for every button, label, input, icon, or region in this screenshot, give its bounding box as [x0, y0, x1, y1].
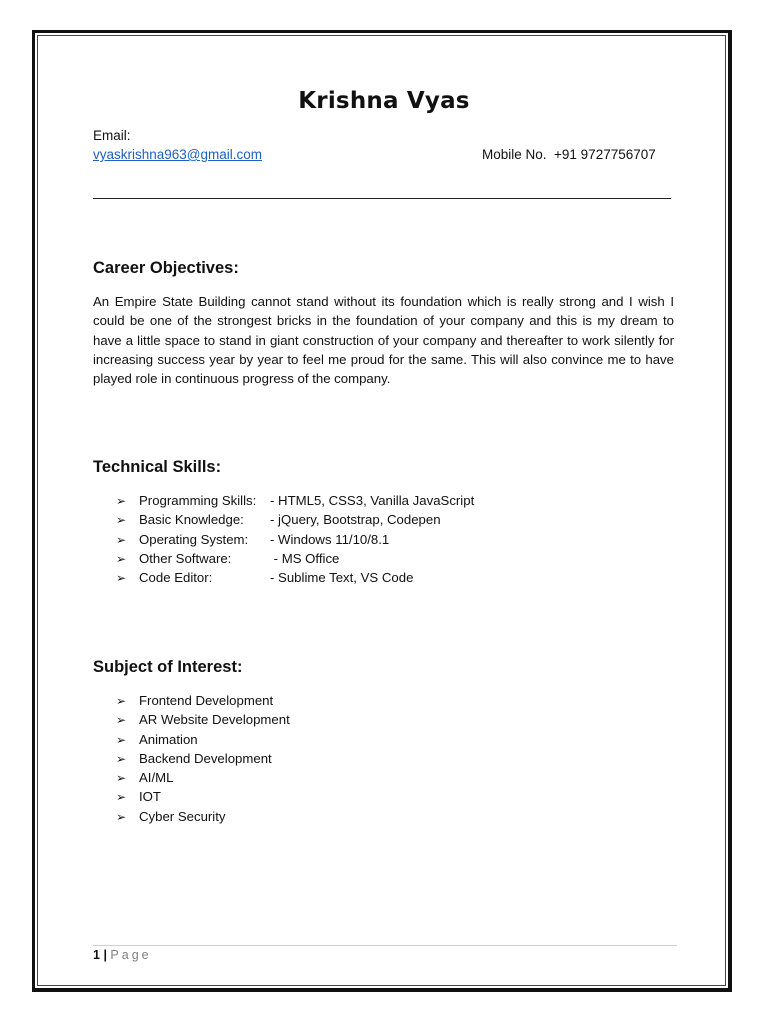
- list-item: ➢ Frontend Development: [116, 691, 290, 710]
- list-item: ➢ Animation: [116, 730, 290, 749]
- arrow-bullet-icon: ➢: [116, 732, 127, 747]
- interests-list: [116, 691, 290, 826]
- career-objectives-heading: Career Objectives:: [93, 259, 239, 277]
- arrow-bullet-icon: ➢: [116, 790, 127, 805]
- list-item: ➢ Other Software: - MS Office: [116, 549, 474, 568]
- footer-separator: |: [103, 948, 107, 962]
- email-link[interactable]: vyaskrishna963@gmail.com: [93, 147, 263, 162]
- footer-divider: [93, 945, 677, 946]
- subject-of-interest-heading: Subject of Interest:: [93, 658, 243, 676]
- arrow-bullet-icon: ➢: [116, 809, 127, 824]
- arrow-bullet-icon: ➢: [116, 713, 127, 728]
- candidate-name: Krishna Vyas: [298, 88, 470, 114]
- list-item: ➢ Code Editor: - Sublime Text, VS Code: [116, 568, 474, 587]
- arrow-bullet-icon: ➢: [116, 771, 127, 786]
- technical-skills-list: [116, 491, 474, 587]
- arrow-bullet-icon: ➢: [116, 494, 127, 508]
- arrow-bullet-icon: ➢: [116, 694, 127, 708]
- page-word: Page: [110, 948, 152, 962]
- arrow-bullet-icon: ➢: [116, 532, 127, 547]
- technical-skills-heading: Technical Skills:: [93, 458, 222, 476]
- arrow-bullet-icon: ➢: [116, 551, 127, 566]
- page-number: 1: [93, 948, 100, 962]
- list-item: ➢ Basic Knowledge: - jQuery, Bootstrap, Codepen: [116, 510, 474, 529]
- list-item: ➢ Operating System: - Windows 11/10/8.1: [116, 530, 474, 549]
- list-item: ➢ AR Website Development: [116, 710, 290, 729]
- list-item: ➢ Cyber Security: [116, 807, 290, 826]
- page-footer: [93, 948, 152, 962]
- list-item: ➢ Programming Skills: - HTML5, CSS3, Vanilla JavaScript: [116, 491, 474, 510]
- header-divider: [93, 198, 671, 199]
- list-item: ➢ IOT: [116, 787, 290, 806]
- arrow-bullet-icon: ➢: [116, 571, 127, 586]
- arrow-bullet-icon: ➢: [116, 513, 127, 528]
- list-item: ➢ AI/ML: [116, 768, 290, 787]
- career-objectives-text: An Empire State Building cannot stand without its foundation which is really strong and I wish I could be one of the strongest bricks in the foundation of your company and this is my dream to have a little space to stand in giant construction of your company and thereafter to work silently for increasing success year by year to feel me proud for the same. This will also convince me to have played role in continuous progress of the company.: [93, 294, 674, 387]
- mobile-number: Mobile No. +91 9727756707: [482, 147, 656, 162]
- list-item: ➢ Backend Development: [116, 749, 290, 768]
- email-label: Email:: [93, 128, 131, 143]
- arrow-bullet-icon: ➢: [116, 751, 127, 766]
